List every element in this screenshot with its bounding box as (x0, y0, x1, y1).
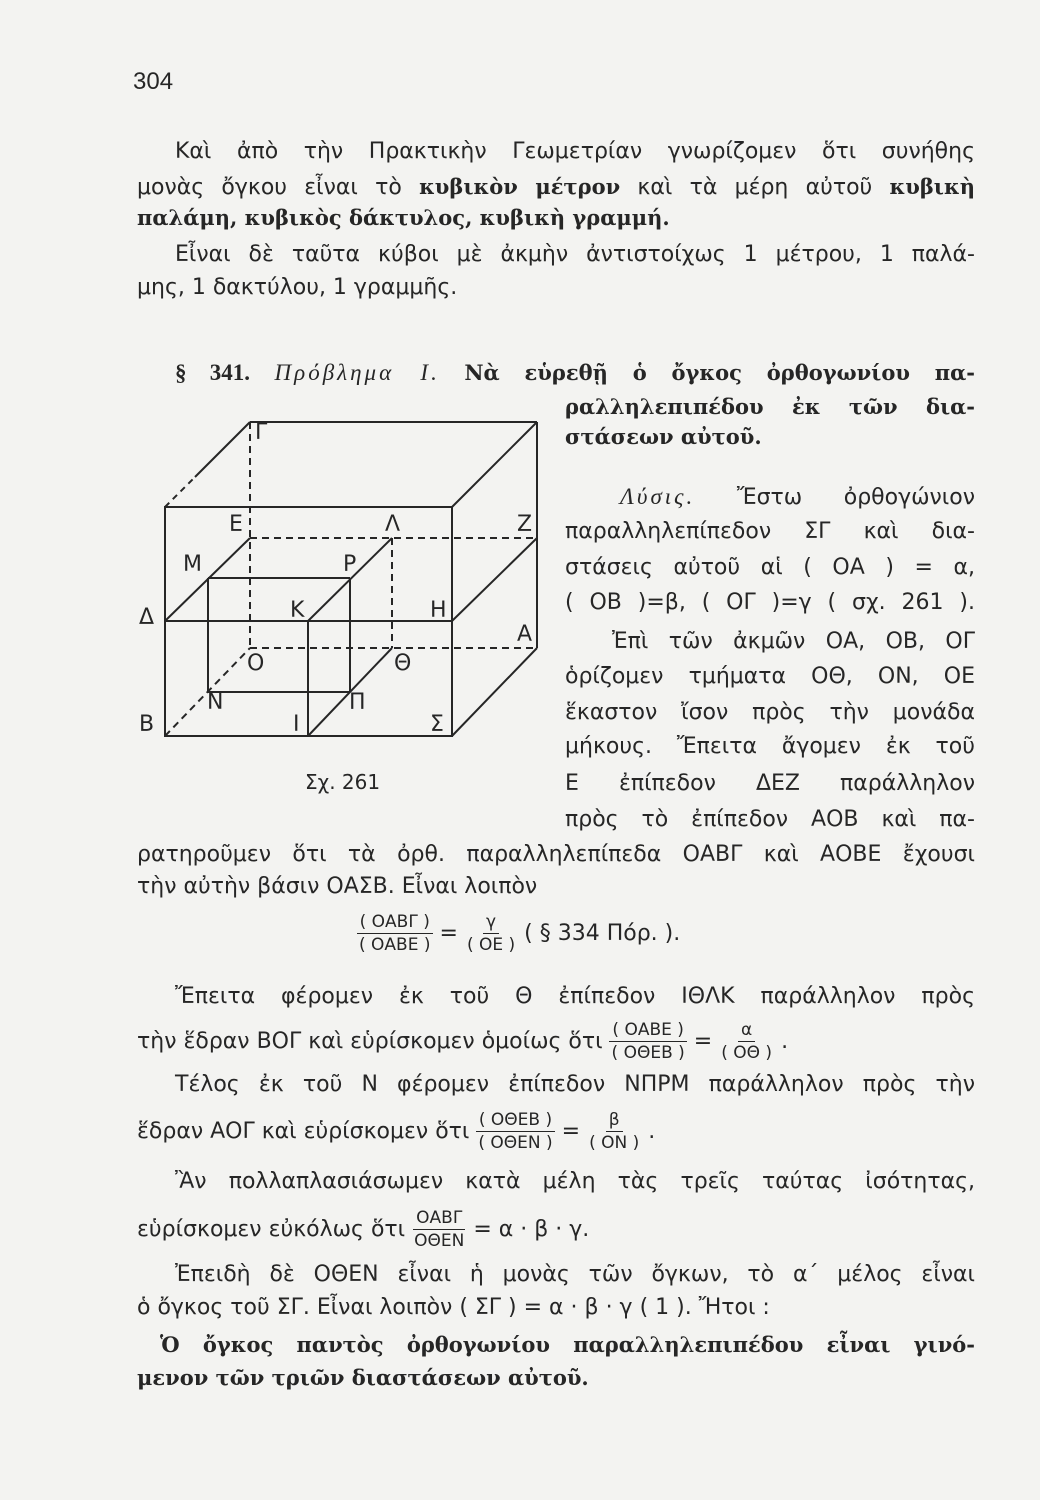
period: . (648, 1119, 656, 1144)
vertex-label: Σ (430, 712, 444, 737)
fraction (718, 1020, 775, 1063)
solution-line: Ἐπὶ τῶν ἀκμῶν ΟΑ, ΟΒ, ΟΓ (612, 629, 975, 654)
reference: ( § 334 Πόρ. ). (524, 921, 681, 946)
fraction (356, 912, 434, 955)
vertex-label: Π (349, 690, 366, 715)
numerator: ( ΟΑΒΕ ) (609, 1020, 687, 1042)
numerator: ( ΟΑΒΓ ) (357, 912, 433, 934)
fraction (586, 1110, 642, 1153)
vertex-label: Ρ (343, 552, 357, 577)
text-line: Εἶναι δὲ ταῦτα κύβοι μὲ ἀκμὴν ἀντιστοίχως 1 μέτρου, 1 παλά- (175, 242, 975, 267)
vertex-label: Γ (255, 420, 268, 445)
text: Ἔστω ὀρθογώνιον (736, 485, 975, 510)
text: ἕδραν ΑΟΓ καὶ εὑρίσκομεν ὅτι (137, 1119, 470, 1144)
denominator: ( ΟΕ ) (466, 935, 516, 955)
vertex-label: Ι (293, 712, 300, 737)
edge (452, 648, 537, 736)
edge (452, 422, 537, 507)
bold-term: κυβικὴ (889, 174, 975, 199)
denominator: ( ΟΝ ) (589, 1133, 640, 1153)
vertex-label: Ε (229, 512, 243, 537)
numerator: ΟΑΒΓ (413, 1208, 465, 1230)
text: εὑρίσκομεν εὐκόλως ὅτι (137, 1217, 406, 1242)
equation (350, 912, 680, 955)
solution-line: ρατηροῦμεν ὅτι τὰ ὀρθ. παραλληλεπίπεδα ΟΑΒΓ καὶ ΑΟΒΕ ἔχουσι (137, 842, 975, 867)
equation-rhs: = α · β · γ. (473, 1217, 590, 1242)
solution-line: παραλληλεπίπεδον ΣΓ καὶ δια- (565, 519, 975, 544)
vertex-label: Η (430, 598, 447, 623)
solution-line: μήκους. Ἔπειτα ἄγομεν ἐκ τοῦ (565, 734, 975, 759)
denominator: ΟΘΕΝ (414, 1231, 465, 1251)
theorem-line: μενον τῶν τριῶν διαστάσεων αὐτοῦ. (137, 1365, 589, 1390)
solution-label: Λύσις. (620, 484, 696, 509)
solution-line: ( ΟΒ )=β, ( ΟΓ )=γ ( σχ. 261 ). (565, 590, 975, 615)
equals: = (439, 921, 458, 946)
denominator: ( ΟΑΒΕ ) (359, 935, 431, 955)
text-line: Ἔπειτα φέρομεν ἐκ τοῦ Θ ἐπίπεδον ΙΘΛΚ παράλληλον πρὸς (175, 984, 975, 1009)
denominator: ( ΟΘΕΝ ) (478, 1133, 553, 1153)
text-line: Τέλος ἐκ τοῦ Ν φέρομεν ἐπίπεδον ΝΠΡΜ παράλληλον πρὸς τὴν (175, 1072, 975, 1097)
bold-term: κυβικὸν μέτρον (419, 174, 621, 199)
numerator: ( ΟΘΕΒ ) (476, 1110, 555, 1132)
vertex-label: Δ (139, 605, 155, 630)
text: καὶ τὰ μέρη αὐτοῦ (637, 175, 873, 200)
text: μονὰς ὄγκου εἶναι τὸ (137, 175, 402, 200)
edge (195, 422, 250, 477)
vertex-label: Ν (207, 690, 224, 715)
text-line: Καὶ ἀπὸ τὴν Πρακτικὴν Γεωμετρίαν γνωρίζομεν ὅτι συνήθης (175, 139, 975, 164)
figure-caption: Σχ. 261 (305, 770, 381, 794)
denominator: ( ΟΘ ) (721, 1043, 773, 1063)
problem-label: Πρόβλημα I. (274, 360, 440, 385)
edge (452, 538, 537, 621)
theorem-line: Ὁ ὄγκος παντὸς ὀρθογωνίου παραλληλεπιπέδου εἶναι γινό- (160, 1332, 975, 1357)
vertex-label: Κ (290, 598, 305, 623)
text-line: ὁ ὄγκος τοῦ ΣΓ. Εἶναι λοιπὸν ( ΣΓ ) = α · β · γ ( 1 ). Ἤτοι : (137, 1295, 770, 1320)
vertex-label: Α (517, 622, 533, 647)
numerator: α (738, 1020, 755, 1042)
vertex-label: Ζ (517, 512, 533, 537)
numerator: β (606, 1110, 623, 1132)
fraction (464, 912, 518, 955)
problem-statement: στάσεων αὐτοῦ. (565, 424, 762, 449)
fraction (411, 1208, 467, 1251)
period: . (781, 1029, 789, 1054)
vertex-label: Ο (247, 651, 265, 676)
vertex-label: Β (139, 712, 155, 737)
equals: = (693, 1029, 713, 1054)
problem-statement: ραλληλεπιπέδου ἐκ τῶν δια- (565, 394, 975, 419)
text-line-with-equation (137, 1020, 788, 1063)
solution-line: στάσεις αὐτοῦ αἱ ( ΟΑ ) = α, (565, 555, 975, 580)
numerator: γ (483, 912, 499, 934)
text-line: μης, 1 δακτύλου, 1 γραμμῆς. (137, 275, 458, 300)
solution-line: ὁρίζομεν τμήματα ΟΘ, ΟΝ, ΟΕ (565, 664, 975, 689)
text: τὴν ἕδραν ΒΟΓ καὶ εὑρίσκομεν ὁμοίως ὅτι (137, 1029, 603, 1054)
solution-line: πρὸς τὸ ἐπίπεδον ΑΟΒ καὶ πα- (565, 807, 975, 832)
edge (165, 477, 195, 507)
vertex-label: Θ (394, 651, 412, 676)
text-line: Ἐπειδὴ δὲ ΟΘΕΝ εἶναι ἡ μονὰς τῶν ὄγκων, τὸ α΄ μέλος εἶναι (175, 1262, 975, 1287)
solution-line: ἕκαστον ἴσον πρὸς τὴν μονάδα (565, 700, 975, 725)
vertex-label: Λ (385, 512, 401, 537)
solution-line: Ε ἐπίπεδον ΔΕΖ παράλληλον (565, 771, 975, 796)
fraction (475, 1110, 555, 1153)
equals: = (561, 1119, 581, 1144)
bold-terms-line: παλάμη, κυβικὸς δάκτυλος, κυβικὴ γραμμή. (137, 205, 670, 230)
page-number: 304 (133, 68, 174, 95)
vertex-label: Μ (183, 552, 202, 577)
problem-statement: Νὰ εὑρεθῇ ὁ ὄγκος ὀρθογωνίου πα- (464, 360, 975, 385)
text-line: Ἂν πολλαπλασιάσωμεν κατὰ μέλη τὰς τρεῖς ταύτας ἰσότητας, (175, 1169, 975, 1194)
fraction (609, 1020, 688, 1063)
solution-line: τὴν αὐτὴν βάσιν ΟΑΣΒ. Εἶναι λοιπὸν (137, 874, 538, 899)
section-number: § 341. (175, 360, 251, 385)
text-line-with-equation (137, 1110, 655, 1153)
denominator: ( ΟΘΕΒ ) (611, 1043, 685, 1063)
text-line-with-equation (137, 1208, 589, 1251)
